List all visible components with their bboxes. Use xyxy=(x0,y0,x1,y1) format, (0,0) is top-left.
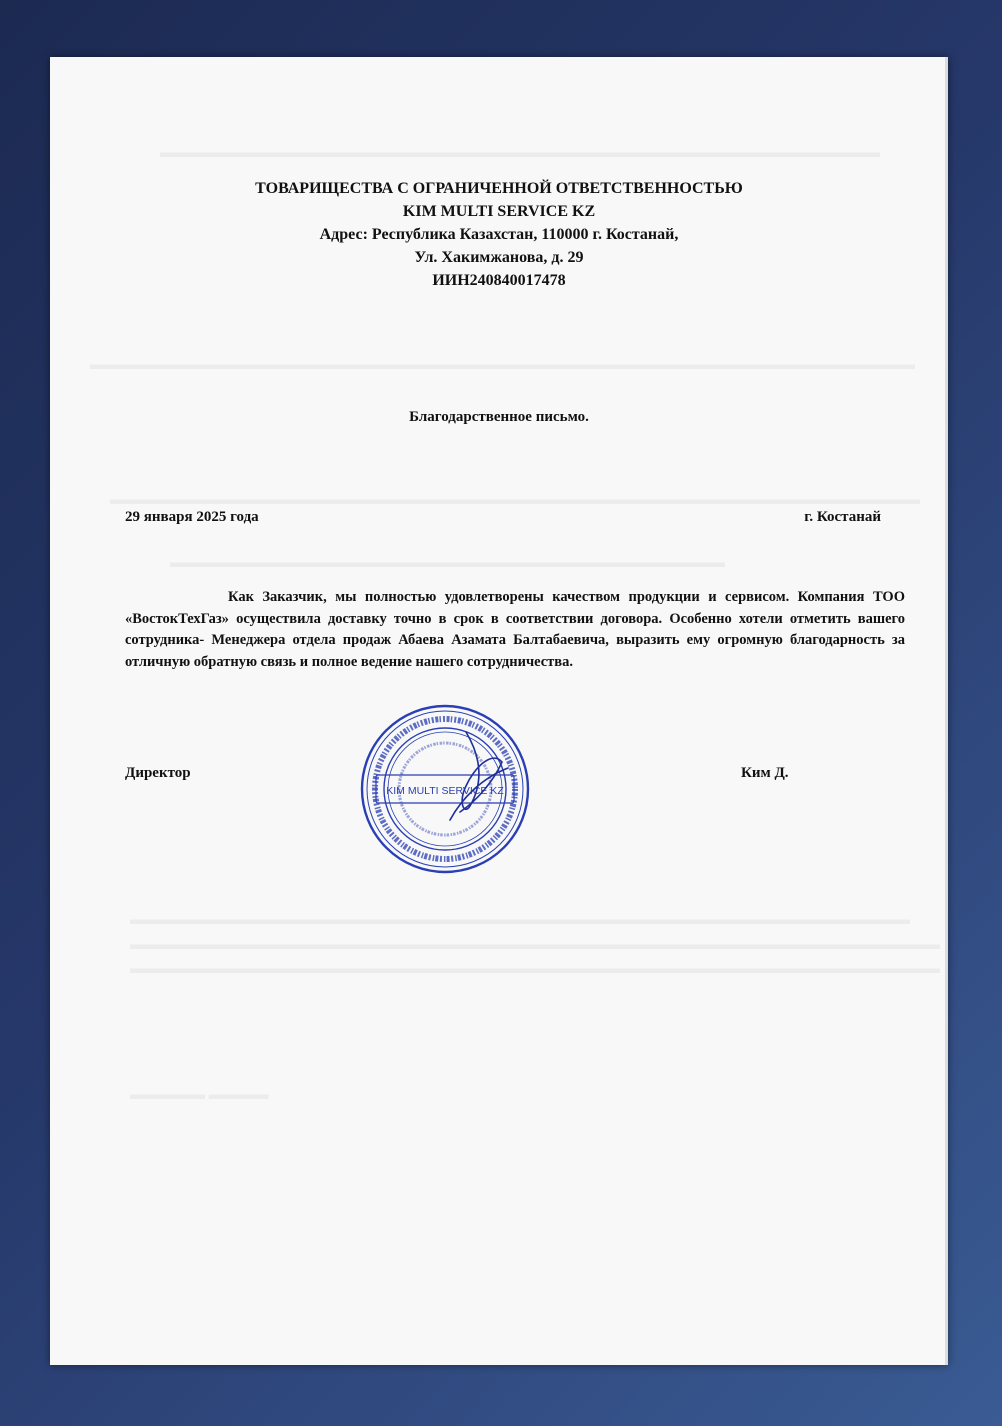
stamp-center-text: KIM MULTI SERVICE KZ xyxy=(386,785,504,797)
company-legal-form: ТОВАРИЩЕСТВА С ОГРАНИЧЕННОЙ ОТВЕТСТВЕННОСТЬЮ xyxy=(255,180,743,197)
company-name: KIM MULTI SERVICE KZ xyxy=(402,203,596,220)
signatory-name: Ким Д. xyxy=(741,765,789,781)
letterhead xyxy=(50,177,948,292)
document-date: 29 января 2025 года xyxy=(125,509,259,525)
document-page xyxy=(50,57,948,1365)
letter-body: Как Заказчик, мы полностью удовлетворены качеством продукции и сервисом. Компания ТОО «ВостокТехГаз» осуществила доставку точно в срок в соответствии договора. Особенно хотели отметить вашего сотрудника- Менеджера отдела продаж Абаева Азамата Балтабаевича, выразить ему огромную благодарность за отличную обратную связь и полное ведение нашего сотрудничества. xyxy=(125,589,905,670)
document-city: г. Костанай xyxy=(804,509,881,525)
bleed-through-text: ▬▬▬▬▬▬▬▬▬▬▬▬▬▬▬▬▬▬▬▬▬▬▬▬▬▬▬▬▬▬▬▬▬▬▬▬▬▬▬▬▬▬▬▬▬▬▬▬▬▬▬▬ xyxy=(130,912,910,928)
bleed-through-text: ▬▬▬▬▬ ▬▬▬▬ xyxy=(130,1087,269,1103)
company-address: Адрес: Республика Казахстан, 110000 г. Костанай, xyxy=(319,226,679,243)
document-title: Благодарственное письмо. xyxy=(409,409,589,425)
company-tax-id: ИИН240840017478 xyxy=(432,272,566,289)
date-line xyxy=(125,509,881,526)
bleed-through-text: ▬▬▬▬▬▬▬▬▬▬▬▬▬▬▬▬▬▬▬▬▬▬▬▬▬▬▬▬▬▬▬▬▬▬▬▬▬▬▬▬▬▬▬▬▬▬▬▬▬▬▬▬▬▬▬ xyxy=(90,357,915,373)
bleed-through-text: ▬▬▬▬▬▬▬▬▬▬▬▬▬▬▬▬▬▬▬▬▬▬▬▬▬▬▬▬▬▬▬▬▬▬▬▬▬▬▬▬▬▬▬▬▬▬▬▬ xyxy=(160,145,880,161)
bleed-through-text: ▬▬▬▬▬▬▬▬▬▬▬▬▬▬▬▬▬▬▬▬▬▬▬▬▬▬▬▬▬▬▬▬▬▬▬▬▬ xyxy=(170,555,725,571)
bleed-through-text: ▬▬▬▬▬▬▬▬▬▬▬▬▬▬▬▬▬▬▬▬▬▬▬▬▬▬▬▬▬▬▬▬▬▬▬▬▬▬▬▬▬▬▬▬▬▬▬▬▬▬▬▬▬▬ xyxy=(130,937,940,953)
company-street: Ул. Хакимжанова, д. 29 xyxy=(414,249,584,266)
bleed-through-text: ▬▬▬▬▬▬▬▬▬▬▬▬▬▬▬▬▬▬▬▬▬▬▬▬▬▬▬▬▬▬▬▬▬▬▬▬▬▬▬▬▬▬▬▬▬▬▬▬▬▬▬▬▬▬ xyxy=(130,961,940,977)
bleed-through-text: ▬▬▬▬▬▬▬▬▬▬▬▬▬▬▬▬▬▬▬▬▬▬▬▬▬▬▬▬▬▬▬▬▬▬▬▬▬▬▬▬▬▬▬▬▬▬▬▬▬▬▬▬▬▬ xyxy=(110,492,920,508)
signatory-role: Директор xyxy=(125,765,191,781)
company-stamp xyxy=(358,702,532,876)
